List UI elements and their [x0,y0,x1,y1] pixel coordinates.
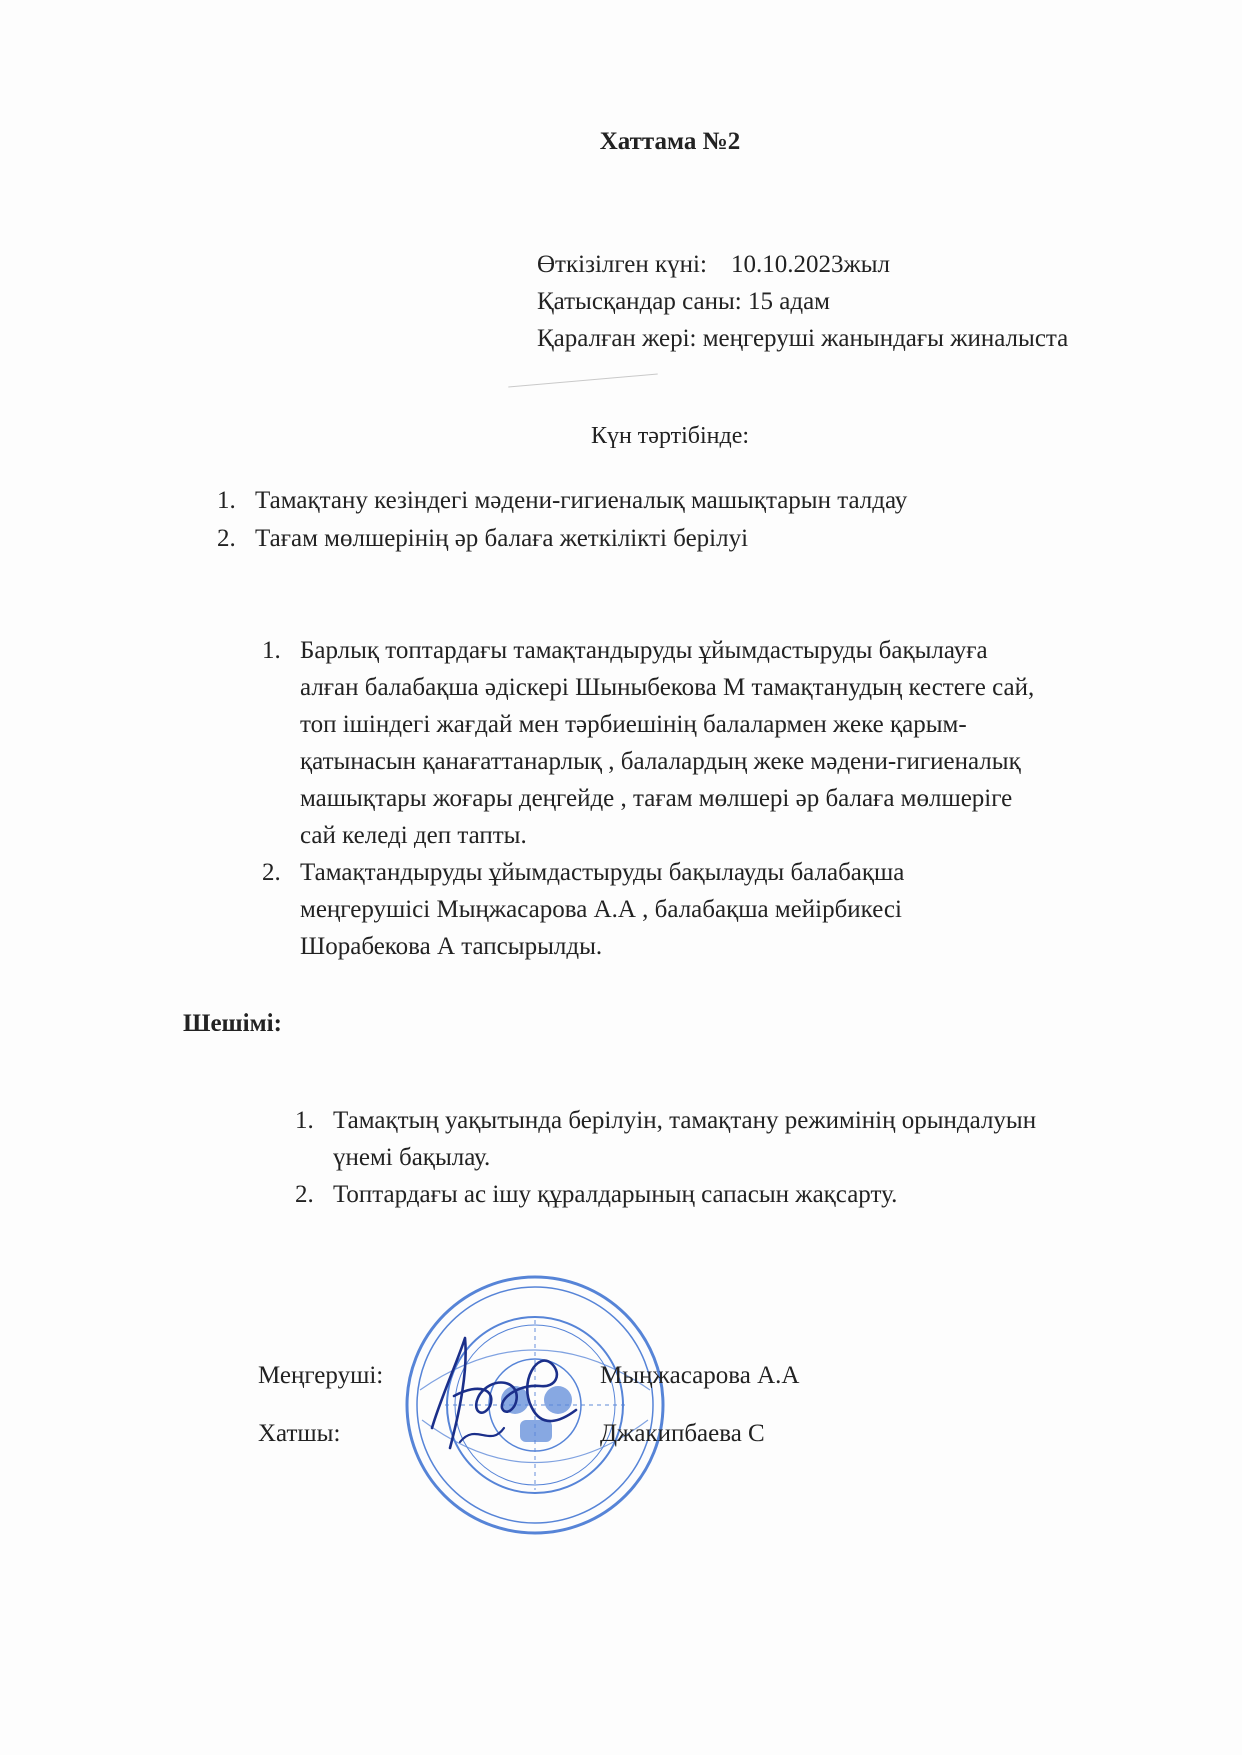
agenda-item-text: Тағам мөлшерінің әр балаға жеткілікті берілуі [255,525,749,552]
finding-item [262,854,1162,965]
agenda-item-text: Тамақтану кезіндегі мәдени-гигиеналық машықтарын талдау [255,487,908,514]
participants-count: Қатысқандар саны: 15 адам [537,288,830,315]
secretary-role-label: Хатшы: [258,1420,341,1447]
finding-item [262,632,1162,854]
decision-line: Топтардағы ас ішу құралдарының сапасын жақсарту. [333,1181,898,1208]
finding-line: меңгерушісі Мыңжасарова А.А , балабақша мейірбикесі [300,896,902,923]
head-name: Мыңжасарова А.А [600,1362,800,1389]
decision-item [295,1176,1175,1213]
decision-line: Тамақтың уақытында берілуін, тамақтану режимінің орындалуын [333,1107,1037,1134]
agenda-item-number: 1. [217,487,236,514]
finding-line: Шорабекова А тапсырылды. [300,933,603,960]
agenda-list [217,482,1117,558]
head-role-label: Меңгеруші: [258,1362,384,1389]
agenda-item [217,520,1117,558]
findings-list [262,632,1162,965]
agenda-item-number: 2. [217,525,236,552]
meeting-place: Қаралған жері: меңгеруші жанындағы жиналыста [537,325,1069,352]
meeting-meta [537,246,1068,357]
finding-line: машықтары жоғары деңгейде , тағам мөлшері әр балаға мөлшеріге [300,785,1013,812]
document-title: Хаттама №2 [599,128,741,155]
agenda-item [217,482,1117,520]
finding-line: Барлық топтардағы тамақтандыруды ұйымдастыруды бақылауға [300,637,988,664]
finding-item-number: 2. [262,859,281,886]
decision-item-number: 2. [295,1181,314,1208]
finding-line: Тамақтандыруды ұйымдастыруды бақылауды балабақша [300,859,905,886]
meeting-date-row [537,246,1068,283]
handwritten-signature [420,1330,590,1460]
decisions-list [295,1102,1175,1213]
finding-line: сай келеді деп тапты. [300,822,527,849]
scan-mark [508,373,658,387]
agenda-heading: Күн тәртібінде: [590,423,750,449]
meeting-date-value: 10.10.2023жыл [730,251,890,278]
meeting-date-label: Өткізілген күні: [537,251,707,278]
finding-line: қатынасын қанағаттанарлық , балалардың жеке мәдени-гигиеналық [300,748,1021,775]
finding-line: топ ішіндегі жағдай мен тәрбиешінің балалармен жеке қарым- [300,711,967,738]
decision-item [295,1102,1175,1176]
decision-item-number: 1. [295,1107,314,1134]
decision-heading: Шешімі: [183,1010,282,1037]
finding-line: алған балабақша әдіскері Шыныбекова М тамақтанудың кестеге сай, [300,674,1035,701]
secretary-name: Джакипбаева С [600,1420,765,1447]
decision-line: үнемі бақылау. [333,1144,491,1171]
finding-item-number: 1. [262,637,281,664]
